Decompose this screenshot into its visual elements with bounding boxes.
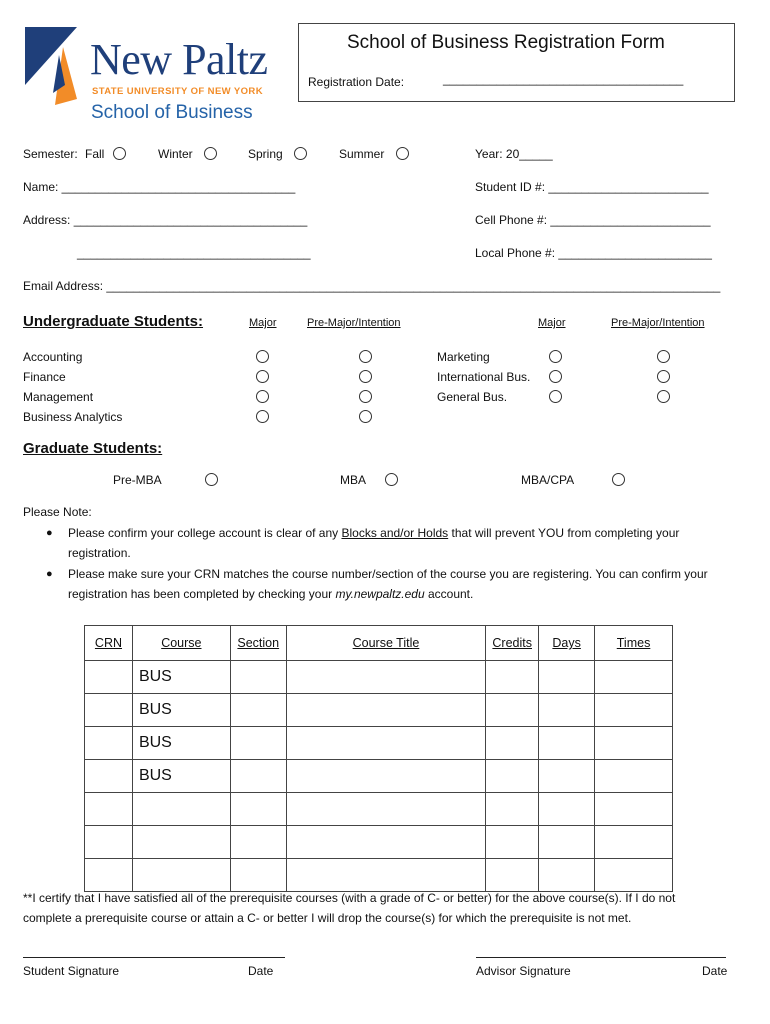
days-cell[interactable]: [539, 661, 595, 694]
table-row: [85, 694, 673, 727]
grad-premba-radio[interactable]: [205, 473, 218, 486]
section-cell[interactable]: [230, 859, 286, 892]
logo-name: New Paltz: [90, 35, 268, 84]
semester-fall-label: Fall: [85, 147, 105, 161]
accounting-major-radio[interactable]: [256, 350, 269, 363]
grad-mbacpa-label: MBA/CPA: [521, 473, 575, 487]
address-field[interactable]: Address: ___________________________________: [23, 213, 308, 227]
table-row: [85, 793, 673, 826]
title-cell[interactable]: [286, 859, 486, 892]
program-general-label: General Bus.: [437, 390, 508, 404]
program-international-label: International Bus.: [437, 370, 531, 384]
table-row: [85, 826, 673, 859]
form-title: School of Business Registration Form: [347, 32, 665, 53]
course-cell[interactable]: BUS: [132, 661, 230, 694]
times-cell[interactable]: [595, 760, 673, 793]
address-line2-field[interactable]: ___________________________________: [77, 246, 311, 260]
program-finance-label: Finance: [23, 370, 66, 384]
days-cell[interactable]: [539, 694, 595, 727]
col-premajor-left: Pre-Major/Intention: [307, 317, 401, 329]
logo-school: School of Business: [91, 102, 253, 123]
header-course: Course: [132, 626, 230, 661]
grad-mba-radio[interactable]: [385, 473, 398, 486]
title-cell[interactable]: [286, 661, 486, 694]
crn-cell[interactable]: [85, 826, 133, 859]
header-credits: Credits: [486, 626, 539, 661]
semester-spring-label: Spring: [248, 147, 283, 161]
section-cell[interactable]: [230, 760, 286, 793]
finance-major-radio[interactable]: [256, 370, 269, 383]
undergrad-heading: Undergraduate Students:: [23, 313, 204, 330]
registration-date-label: Registration Date:: [308, 75, 405, 89]
certify-line1: **I certify that I have satisfied all of the prerequisite courses (with a grade of C- or better) for the above course(s). If I do not: [23, 891, 676, 905]
days-cell[interactable]: [539, 826, 595, 859]
certify-line2: complete a prerequisite course or attain a C- or better I will drop the course(s) for which the prerequisite is not met.: [23, 911, 632, 925]
crn-cell[interactable]: [85, 727, 133, 760]
finance-premajor-radio[interactable]: [359, 370, 372, 383]
crn-cell[interactable]: [85, 694, 133, 727]
note-2-line1: Please make sure your CRN matches the course number/section of the course you are registering. You can confirm your: [68, 567, 708, 581]
credits-cell[interactable]: [486, 661, 539, 694]
course-cell[interactable]: BUS: [132, 694, 230, 727]
business-analytics-major-radio[interactable]: [256, 410, 269, 423]
blocks-holds-link[interactable]: Blocks and/or Holds: [341, 526, 449, 540]
marketing-premajor-radio[interactable]: [657, 350, 670, 363]
form-title-box: [298, 23, 735, 102]
header-crn: CRN: [85, 626, 133, 661]
name-field[interactable]: Name: ___________________________________: [23, 180, 296, 194]
grad-premba-label: Pre-MBA: [113, 473, 162, 487]
my-newpaltz-link[interactable]: my.newpaltz.edu: [335, 587, 425, 601]
table-row: [85, 727, 673, 760]
header-course-title: Course Title: [286, 626, 486, 661]
times-cell[interactable]: [595, 826, 673, 859]
days-cell[interactable]: [539, 793, 595, 826]
cell-phone-field[interactable]: Cell Phone #: ________________________: [475, 213, 711, 227]
note-1-text: Please confirm your college account is clear of any: [68, 526, 342, 540]
title-cell[interactable]: [286, 694, 486, 727]
advisor-signature-line[interactable]: [476, 957, 726, 958]
registration-date-field[interactable]: ____________________________________: [443, 72, 684, 86]
title-cell[interactable]: [286, 826, 486, 859]
times-cell[interactable]: [595, 694, 673, 727]
title-cell[interactable]: [286, 760, 486, 793]
year-field[interactable]: Year: 20_____: [475, 147, 553, 161]
student-id-field[interactable]: Student ID #: ________________________: [475, 180, 709, 194]
accounting-premajor-radio[interactable]: [359, 350, 372, 363]
table-header-row: [85, 626, 673, 661]
student-signature-line[interactable]: [23, 957, 285, 958]
section-cell[interactable]: [230, 826, 286, 859]
grad-mba-label: MBA: [340, 473, 367, 487]
student-signature-label: Student Signature: [23, 964, 120, 978]
general-premajor-radio[interactable]: [657, 390, 670, 403]
credits-cell[interactable]: [486, 694, 539, 727]
days-cell[interactable]: [539, 727, 595, 760]
times-cell[interactable]: [595, 727, 673, 760]
credits-cell[interactable]: [486, 727, 539, 760]
header-section: Section: [230, 626, 286, 661]
email-field[interactable]: Email Address: ____________________________________________________________________________________________: [23, 279, 721, 293]
management-premajor-radio[interactable]: [359, 390, 372, 403]
semester-summer-radio[interactable]: [396, 147, 409, 160]
days-cell[interactable]: [539, 760, 595, 793]
course-table: [84, 625, 673, 892]
crn-cell[interactable]: [85, 793, 133, 826]
semester-winter-radio[interactable]: [204, 147, 217, 160]
semester-label: Semester:: [23, 147, 78, 161]
table-row: [85, 859, 673, 892]
course-cell[interactable]: [132, 826, 230, 859]
col-premajor-right: Pre-Major/Intention: [611, 317, 705, 329]
crn-cell[interactable]: [85, 760, 133, 793]
general-major-radio[interactable]: [549, 390, 562, 403]
title-cell[interactable]: [286, 793, 486, 826]
logo-mark-icon: [25, 27, 85, 107]
logo-subtitle: STATE UNIVERSITY OF NEW YORK: [92, 86, 263, 97]
advisor-date-label: Date: [702, 964, 728, 978]
notes-heading: Please Note:: [23, 505, 92, 519]
semester-summer-label: Summer: [339, 147, 385, 161]
section-cell[interactable]: [230, 694, 286, 727]
management-major-radio[interactable]: [256, 390, 269, 403]
credits-cell[interactable]: [486, 826, 539, 859]
note-1-line2: registration.: [68, 546, 131, 560]
col-major-right: Major: [538, 317, 566, 329]
course-cell[interactable]: BUS: [132, 760, 230, 793]
course-cell[interactable]: [132, 859, 230, 892]
bullet-icon: ●: [46, 527, 53, 539]
days-cell[interactable]: [539, 859, 595, 892]
course-cell[interactable]: [132, 793, 230, 826]
program-marketing-label: Marketing: [437, 350, 490, 364]
title-cell[interactable]: [286, 727, 486, 760]
program-accounting-label: Accounting: [23, 350, 83, 364]
marketing-major-radio[interactable]: [549, 350, 562, 363]
credits-cell[interactable]: [486, 859, 539, 892]
note-2-text-end: account.: [424, 587, 474, 601]
credits-cell[interactable]: [486, 793, 539, 826]
international-major-radio[interactable]: [549, 370, 562, 383]
table-row: [85, 661, 673, 694]
header-times: Times: [595, 626, 673, 661]
credits-cell[interactable]: [486, 760, 539, 793]
section-cell[interactable]: [230, 727, 286, 760]
note-1-text-end: that will prevent YOU from completing your: [448, 526, 680, 540]
grad-heading: Graduate Students:: [23, 440, 163, 457]
times-cell[interactable]: [595, 793, 673, 826]
program-management-label: Management: [23, 390, 94, 404]
program-business-analytics-label: Business Analytics: [23, 410, 123, 424]
student-date-label: Date: [248, 964, 274, 978]
semester-spring-radio[interactable]: [294, 147, 307, 160]
new-paltz-logo: [22, 26, 302, 126]
table-row: [85, 760, 673, 793]
note-1-line1: [68, 526, 679, 540]
header-days: Days: [539, 626, 595, 661]
section-cell[interactable]: [230, 793, 286, 826]
note-2-text: registration has been completed by checking your: [68, 587, 336, 601]
local-phone-field[interactable]: Local Phone #: _______________________: [475, 246, 712, 260]
advisor-signature-label: Advisor Signature: [476, 964, 571, 978]
crn-cell[interactable]: [85, 859, 133, 892]
business-analytics-premajor-radio[interactable]: [359, 410, 372, 423]
bullet-icon: ●: [46, 568, 53, 580]
note-2-line2: [68, 587, 473, 601]
grad-mbacpa-radio[interactable]: [612, 473, 625, 486]
semester-winter-label: Winter: [158, 147, 193, 161]
times-cell[interactable]: [595, 859, 673, 892]
crn-cell[interactable]: [85, 661, 133, 694]
international-premajor-radio[interactable]: [657, 370, 670, 383]
col-major-left: Major: [249, 317, 277, 329]
semester-fall-radio[interactable]: [113, 147, 126, 160]
times-cell[interactable]: [595, 661, 673, 694]
section-cell[interactable]: [230, 661, 286, 694]
course-cell[interactable]: BUS: [132, 727, 230, 760]
